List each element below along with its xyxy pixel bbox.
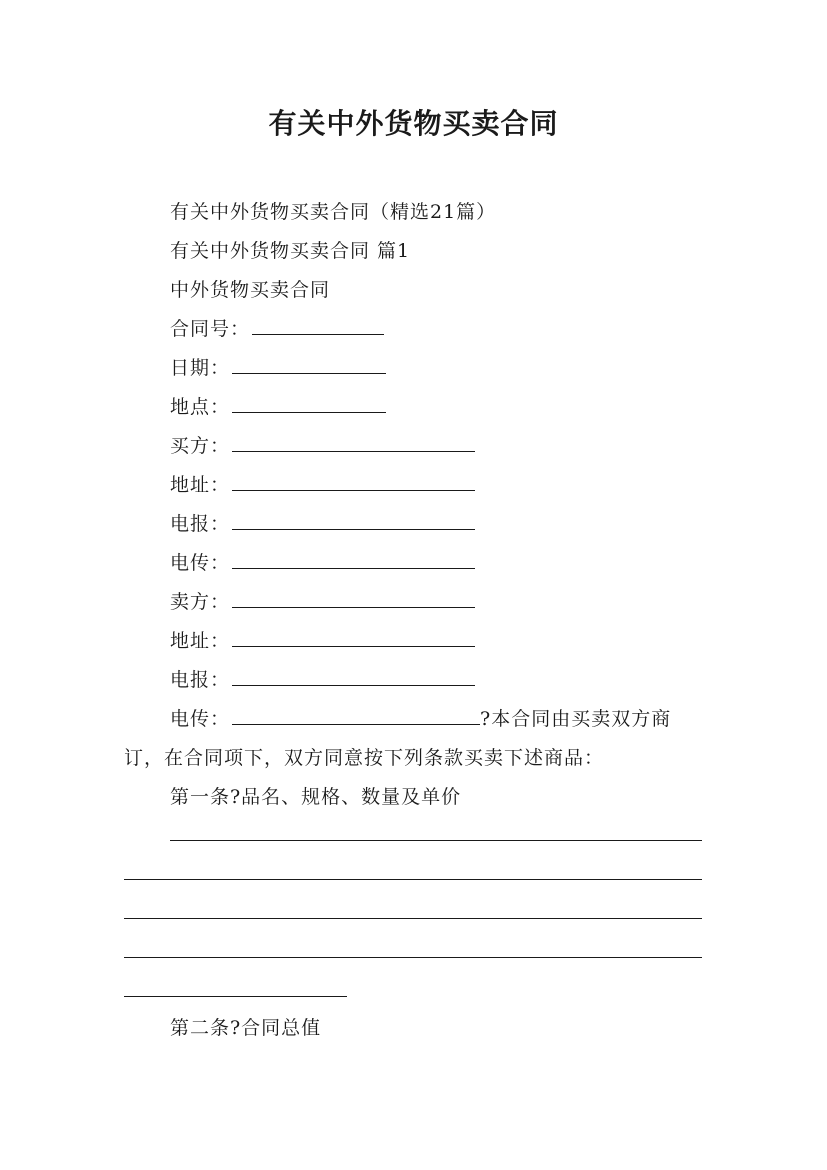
seller-address-blank: [232, 628, 475, 647]
buyer-label: 买方：: [170, 435, 231, 457]
buyer-blank: [232, 433, 475, 452]
buyer-telegram-label: 电报：: [170, 513, 231, 535]
preamble-start: ?本合同由买卖双方商: [480, 708, 672, 730]
seller-label: 卖方：: [170, 591, 231, 613]
seller-telegram-blank: [232, 667, 475, 686]
contract-no-label: 合同号：: [170, 318, 251, 340]
clause-1-fill-line-5: [124, 996, 347, 997]
date-label: 日期：: [170, 357, 231, 379]
buyer-address-blank: [232, 472, 475, 491]
contract-subtitle: 中外货物买卖合同: [170, 279, 331, 301]
date-field: [170, 355, 386, 381]
buyer-fax-blank: [232, 550, 475, 569]
clause-2-heading: 第二条?合同总值: [170, 1017, 322, 1039]
clause-1-fill-line-4: [124, 957, 702, 958]
article-heading: 有关中外货物买卖合同 篇1: [170, 240, 411, 262]
seller-field: [170, 589, 475, 615]
clause-1-fill-line-1: [170, 840, 702, 841]
buyer-fax-label: 电传：: [170, 552, 231, 574]
buyer-address-label: 地址：: [170, 474, 231, 496]
document-title: 有关中外货物买卖合同: [268, 107, 559, 140]
preamble-continuation: 订，在合同项下，双方同意按下列条款买卖下述商品：: [124, 747, 605, 769]
buyer-telegram-field: [170, 511, 475, 537]
contract-no-field: [170, 316, 384, 342]
place-blank: [232, 394, 386, 413]
seller-fax-field: [170, 706, 671, 732]
buyer-fax-field: [170, 550, 475, 576]
contract-no-blank: [252, 316, 384, 335]
seller-fax-blank: [232, 706, 480, 725]
clause-1-fill-line-2: [124, 879, 702, 880]
seller-address-label: 地址：: [170, 630, 231, 652]
clause-1-fill-line-3: [124, 918, 702, 919]
place-field: [170, 394, 386, 420]
seller-address-field: [170, 628, 475, 654]
buyer-field: [170, 433, 475, 459]
buyer-address-field: [170, 472, 475, 498]
seller-fax-label: 电传：: [170, 708, 231, 730]
date-blank: [232, 355, 386, 374]
seller-telegram-field: [170, 667, 475, 693]
clause-1-heading: 第一条?品名、规格、数量及单价: [170, 786, 462, 808]
intro-line: 有关中外货物买卖合同（精选21篇）: [170, 201, 497, 223]
buyer-telegram-blank: [232, 511, 475, 530]
place-label: 地点：: [170, 396, 231, 418]
seller-telegram-label: 电报：: [170, 669, 231, 691]
seller-blank: [232, 589, 475, 608]
